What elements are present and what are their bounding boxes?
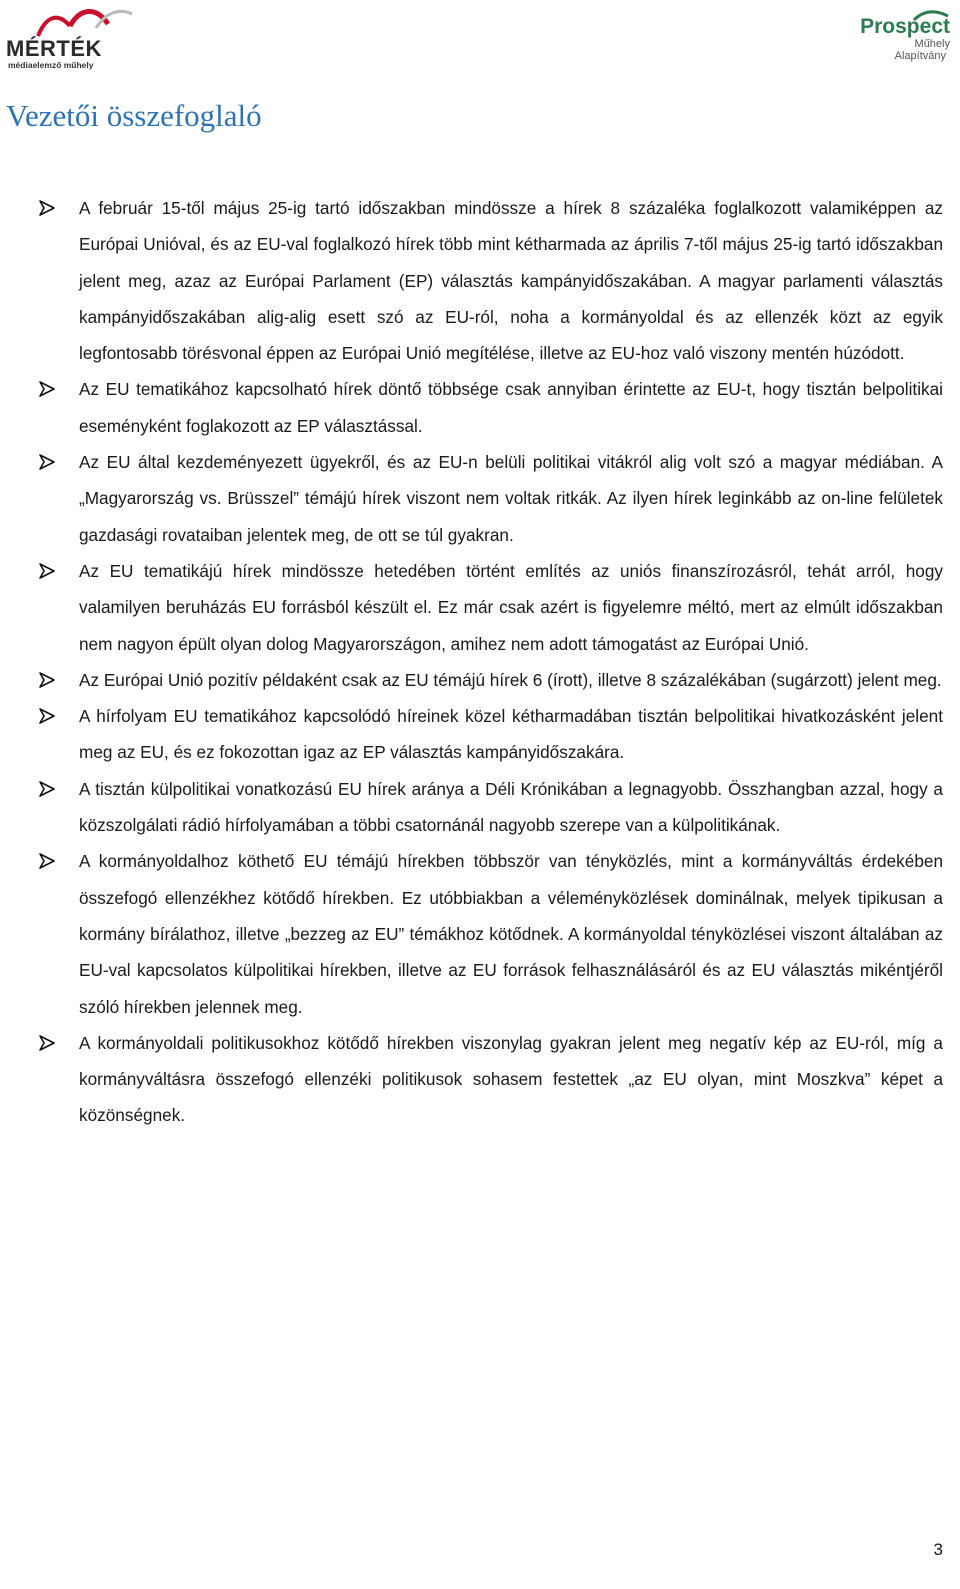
arrow-bullet-icon	[38, 707, 56, 725]
list-item-text: Az Európai Unió pozitív példaként csak az EU témájú hírek 6 (írott), illetve 8 százalékában (sugárzott) jelent meg.	[79, 669, 942, 690]
arrow-bullet-icon	[38, 1034, 56, 1052]
prospect-logo-line2: Műhely	[914, 38, 950, 50]
list-item-text: Az EU tematikájú hírek mindössze hetedében történt említés az uniós finanszírozásról, tehát arról, hogy valamilyen beruházás EU forrásból készült el. Ez már csak azért is figyelemre méltó, mert az elmúlt időszakban nem nagyon épült olyan dolog Magyarországon, amihez nem adott támogatást az Európai Unió.	[79, 560, 943, 654]
arrow-bullet-icon	[38, 852, 56, 870]
list-item-text: A hírfolyam EU tematikához kapcsolódó híreinek közel kétharmadában tisztán belpolitikai hivatkozásként jelent meg az EU, és ez fokozottan igaz az EP választás kampányidőszakára.	[79, 706, 943, 763]
list-item-text: A február 15-től május 25-ig tartó időszakban mindössze a hírek 8 százaléka foglalkozott valamiképpen az Európai Unióval, és az EU-val foglalkozó hírek több mint kétharmada az április 7-től május 25-ig tartó időszakban jelent meg, azaz az Európai Parlament (EP) választás kampányidőszakában. A magyar parlamenti választás kampányidőszakában alig-alig esett szó az EU-ról, noha a kormányoldal és az ellenzék közt az egyik legfontosabb törésvonal éppen az Európai Unió megítélése, illetve az EU-hoz való viszony mentén húzódott.	[79, 198, 943, 364]
arrow-bullet-icon	[38, 780, 56, 798]
page-number: 3	[933, 1540, 943, 1559]
list-item	[0, 1025, 960, 1134]
arrow-bullet-icon	[38, 453, 56, 471]
list-item-text: A kormányoldali politikusokhoz kötődő hírekben viszonylag gyakran jelent meg negatív kép az EU-ról, míg a kormányváltásra összefogó ellenzéki politikusok sohasem festettek „az EU olyan, mint Moszkva” képet a közönségnek.	[79, 1032, 943, 1126]
list-item	[0, 662, 960, 698]
list-item	[0, 371, 960, 444]
mertek-logo-subtitle: médiaelemző műhely	[8, 60, 94, 70]
mertek-logo-text: MÉRTÉK	[6, 36, 102, 61]
list-item	[0, 771, 960, 844]
summary-list	[0, 190, 960, 1134]
arrow-bullet-icon	[38, 671, 56, 689]
prospect-logo	[840, 8, 950, 68]
list-item	[0, 190, 960, 371]
list-item-text: Az EU tematikához kapcsolható hírek döntő többsége csak annyiban érintette az EU-t, hogy tisztán belpolitikai eseményként foglakozott az EP választással.	[79, 379, 943, 436]
arrow-bullet-icon	[38, 562, 56, 580]
list-item-text: Az EU által kezdeményezett ügyekről, és az EU-n belüli politikai vitákról alig volt szó a magyar médiában. A „Magyarország vs. Brüsszel” témájú hírek viszont nem voltak ritkák. Az ilyen hírek leginkább az on-line felületek gazdasági rovataiban jelentek meg, de ott se túl gyakran.	[79, 452, 943, 545]
list-item	[0, 444, 960, 553]
list-item-text: A kormányoldalhoz köthető EU témájú hírekben többször van tényközlés, mint a kormányváltás érdekében összefogó ellenzékhez kötődő hírekben. Ez utóbbiakban a véleményközlések dominálnak, melyek tipikusan a kormány bírálathoz, illetve „bezzeg az EU” témákhoz kötődnek. A kormányoldal tényközlései viszont általában az EU-val kapcsolatos külpolitikai hírekben, illetve az EU források felhasználásáról és az EU választás mikéntjéről szóló hírekben jelennek meg.	[79, 851, 943, 1017]
prospect-logo-text: Prospect	[860, 15, 950, 38]
arrow-bullet-icon	[38, 380, 56, 398]
list-item	[0, 553, 960, 662]
mertek-logo-mark-icon	[36, 6, 136, 40]
arrow-bullet-icon	[38, 199, 56, 217]
mertek-logo	[6, 4, 136, 68]
prospect-logo-mark-icon	[910, 8, 950, 22]
list-item	[0, 698, 960, 771]
list-item-text: A tisztán külpolitikai vonatkozású EU hírek aránya a Déli Krónikában a legnagyobb. Összhangban azzal, hogy a közszolgálati rádió hírfolyamában a többi csatornánál nagyobb szerepe van a külpolitikának.	[79, 778, 943, 836]
page-title: Vezetői összefoglaló	[6, 98, 262, 133]
list-item	[0, 843, 960, 1024]
prospect-logo-line3: Alapítvány	[894, 50, 946, 62]
